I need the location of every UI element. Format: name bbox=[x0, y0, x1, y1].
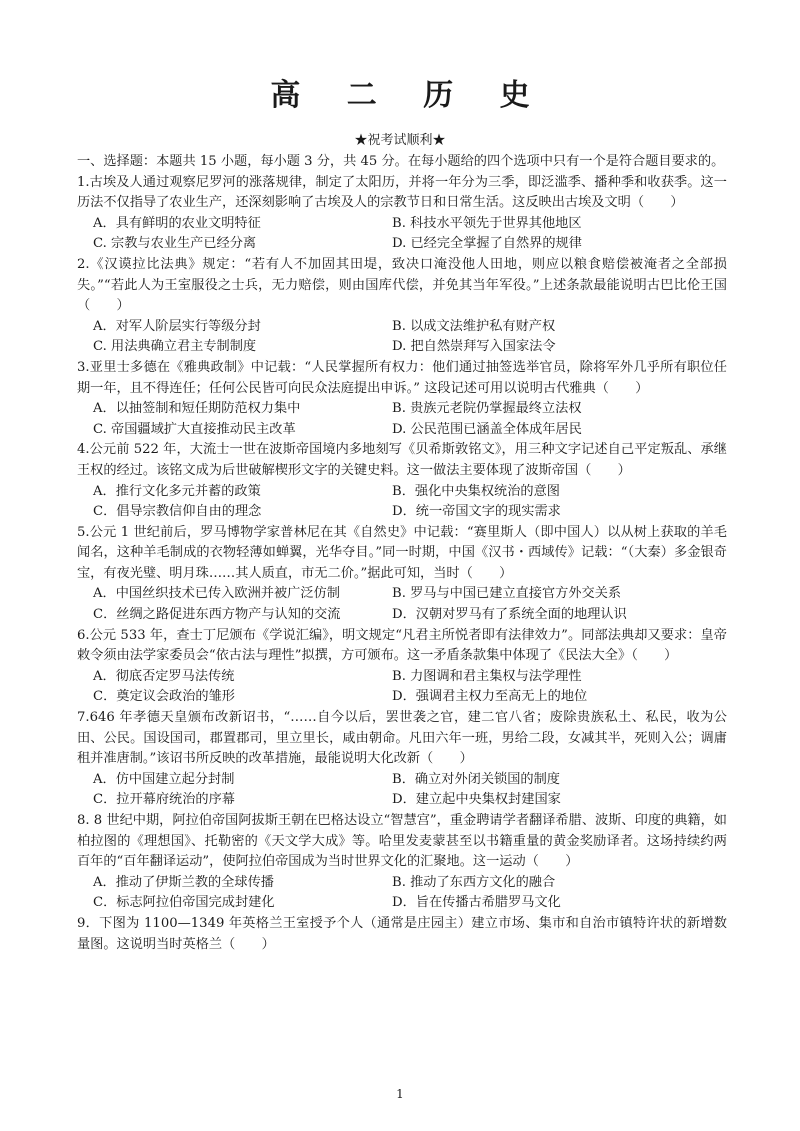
option-d: D．汉朝对罗马有了系统全面的地理认识 bbox=[392, 607, 627, 623]
question-stem: 5.公元 1 世纪前后，罗马博物学家普林尼在其《自然史》中记载：“赛里斯人（即中国人）以从树上获取的羊毛闻名，这种羊毛制成的衣物轻薄如蝉翼，光华夺目。”同一时期，中国《汉书・西域传》记载：“（大秦）多金银奇宝，有夜光璧、明月珠……其人质直，市无二价。”据此可知，当时（ ） bbox=[77, 524, 727, 581]
option-a: A．对军人阶层实行等级分封 bbox=[93, 318, 261, 334]
option-b: B．确立对外闭关锁国的制度 bbox=[392, 771, 560, 787]
option-grid bbox=[77, 667, 727, 708]
option-d: D．建立起中央集权封建国家 bbox=[392, 792, 561, 808]
option-d: D. 已经完全掌握了自然界的规律 bbox=[392, 236, 582, 252]
option-grid bbox=[77, 214, 727, 255]
option-d: D. 把自然崇拜写入国家法令 bbox=[392, 339, 556, 355]
option-b: B. 罗马与中国已建立直接官方外交关系 bbox=[392, 586, 622, 602]
option-c: C．丝绸之路促进东西方物产与认知的交流 bbox=[93, 607, 341, 623]
question-list bbox=[77, 152, 727, 955]
option-a: A．以抽签制和短任期防范权力集中 bbox=[93, 401, 301, 417]
option-d: D．强调君主权力至高无上的地位 bbox=[392, 689, 588, 705]
question-2 bbox=[77, 255, 727, 358]
option-b: B. 力图调和君主集权与法学理性 bbox=[392, 668, 582, 684]
question-stem: 9．下图为 1100—1349 年英格兰王室授予个人（通常是庄园主）建立市场、集市和自治市镇特许状的新增数量图。这说明当时英格兰（ ） bbox=[77, 915, 727, 952]
question-9 bbox=[77, 914, 727, 955]
option-c: C．倡导宗教信仰自由的理念 bbox=[93, 504, 262, 520]
option-c: C. 用法典确立君主专制制度 bbox=[93, 339, 257, 355]
question-3 bbox=[77, 358, 727, 440]
option-grid bbox=[77, 482, 727, 523]
option-grid bbox=[77, 770, 727, 811]
option-grid bbox=[77, 317, 727, 358]
question-6 bbox=[77, 626, 727, 708]
option-a: A．彻底否定罗马法传统 bbox=[93, 668, 235, 684]
option-a: A．推行文化多元并蓄的政策 bbox=[93, 483, 261, 499]
question-stem: 4.公元前 522 年，大流士一世在波斯帝国境内多地刻写《贝希斯敦铭文》，用三种文字记述自己平定叛乱、承继王权的经过。该铭文成为后世破解楔形文字的关键史料。这一做法主要体现了波斯帝国（ ） bbox=[77, 442, 727, 478]
option-a: A．中国丝织技术已传入欧洲并被广泛仿制 bbox=[93, 586, 340, 602]
option-c: C．奠定议会政治的雏形 bbox=[93, 689, 235, 705]
option-d: D. 公民范围已涵盖全体成年居民 bbox=[392, 421, 582, 437]
option-b: B．强化中央集权统治的意图 bbox=[392, 483, 560, 499]
option-d: D．旨在传播古希腊罗马文化 bbox=[392, 895, 561, 911]
option-b: B. 科技水平领先于世界其他地区 bbox=[392, 215, 582, 231]
option-grid bbox=[77, 873, 727, 914]
page-number: 1 bbox=[396, 1087, 404, 1101]
option-b: B. 贵族元老院仍掌握最终立法权 bbox=[392, 401, 582, 417]
option-c: C. 宗教与农业生产已经分离 bbox=[93, 236, 257, 252]
question-stem: 1.古埃及人通过观察尼罗河的涨落规律，制定了太阳历，并将一年分为三季，即泛滥季、播种季和收获季。这一历法不仅指导了农业生产，还深刻影响了古埃及人的宗教节日和日常生活。这反映出古埃及文明（ ） bbox=[77, 174, 727, 211]
question-4 bbox=[77, 440, 727, 522]
option-a: A．推动了伊斯兰教的全球传播 bbox=[93, 874, 274, 890]
option-grid bbox=[77, 399, 727, 440]
option-c: C．拉开幕府统治的序幕 bbox=[93, 792, 235, 808]
question-stem: 2.《汉谟拉比法典》规定：“若有人不加固其田堤，致决口淹没他人田地，则应以粮食赔偿被淹者之全部损失。”“若此人为王室服役之士兵，无力赔偿，则由国库代偿，并免其当年军役。”上述条款最能说明古巴比伦王国（ ） bbox=[77, 256, 727, 314]
option-b: B. 推动了东西方文化的融合 bbox=[392, 874, 556, 890]
option-d: D．统一帝国文字的现实需求 bbox=[392, 504, 561, 520]
question-stem: 8. 8 世纪中期，阿拉伯帝国阿拔斯王朝在巴格达设立“智慧宫”，重金聘请学者翻译希腊、波斯、印度的典籍，如柏拉图的《理想国》、托勒密的《天文学大成》等。哈里发麦蒙甚至以书籍重量的黄金奖励译者。这场持续约两百年的“百年翻译运动”，使阿拉伯帝国成为当时世界文化的汇聚地。这一运动（ ） bbox=[77, 813, 727, 870]
question-stem: 3.亚里士多德在《雅典政制》中记载：“人民掌握所有权力：他们通过抽签选举官员，除将军外几乎所有职位任期一年，且不得连任；任何公民皆可向民众法庭提出申诉。” 这段记述可用以说明古代雅典（ ） bbox=[77, 359, 727, 396]
page-subtitle: ★祝考试顺利★ bbox=[354, 133, 446, 148]
question-5 bbox=[77, 523, 727, 626]
option-a: A．具有鲜明的农业文明特征 bbox=[93, 215, 261, 231]
question-1 bbox=[77, 173, 727, 255]
question-stem: 6.公元 533 年，查士丁尼颁布《学说汇编》，明文规定“凡君主所悦者即有法律效力”。同部法典却又要求：皇帝敕令须由法学家委员会“依古法与理性”拟撰，方可颁布。这一矛盾条款集中体现了《民法大全》（ ） bbox=[77, 627, 727, 664]
page-title: 高 二 历 史 bbox=[270, 78, 548, 113]
option-a: A．仿中国建立起分封制 bbox=[93, 771, 235, 787]
question-stem: 7.646 年孝德天皇颁布改新诏书，“……自今以后，罢世袭之官，建二官八省；废除贵族私土、私民，收为公田、公民。国设国司，郡置郡司，里立里长，咸由朝命。凡田六年一班，男给二段，女减其半，死则入公；调庸租并准唐制。”该诏书所反映的改革措施，最能说明大化改新（ ） bbox=[77, 710, 727, 767]
option-c: C．标志阿拉伯帝国完成封建化 bbox=[93, 895, 275, 911]
section-instructions: 一、选择题：本题共 15 小题，每小题 3 分，共 45 分。在每小题给的四个选项中只有一个是符合题目要求的。 bbox=[77, 154, 725, 169]
question-8 bbox=[77, 811, 727, 914]
option-grid bbox=[77, 584, 727, 625]
option-b: B. 以成文法维护私有财产权 bbox=[392, 318, 556, 334]
option-c: C. 帝国疆域扩大直接推动民主改革 bbox=[93, 421, 296, 437]
question-7 bbox=[77, 708, 727, 811]
